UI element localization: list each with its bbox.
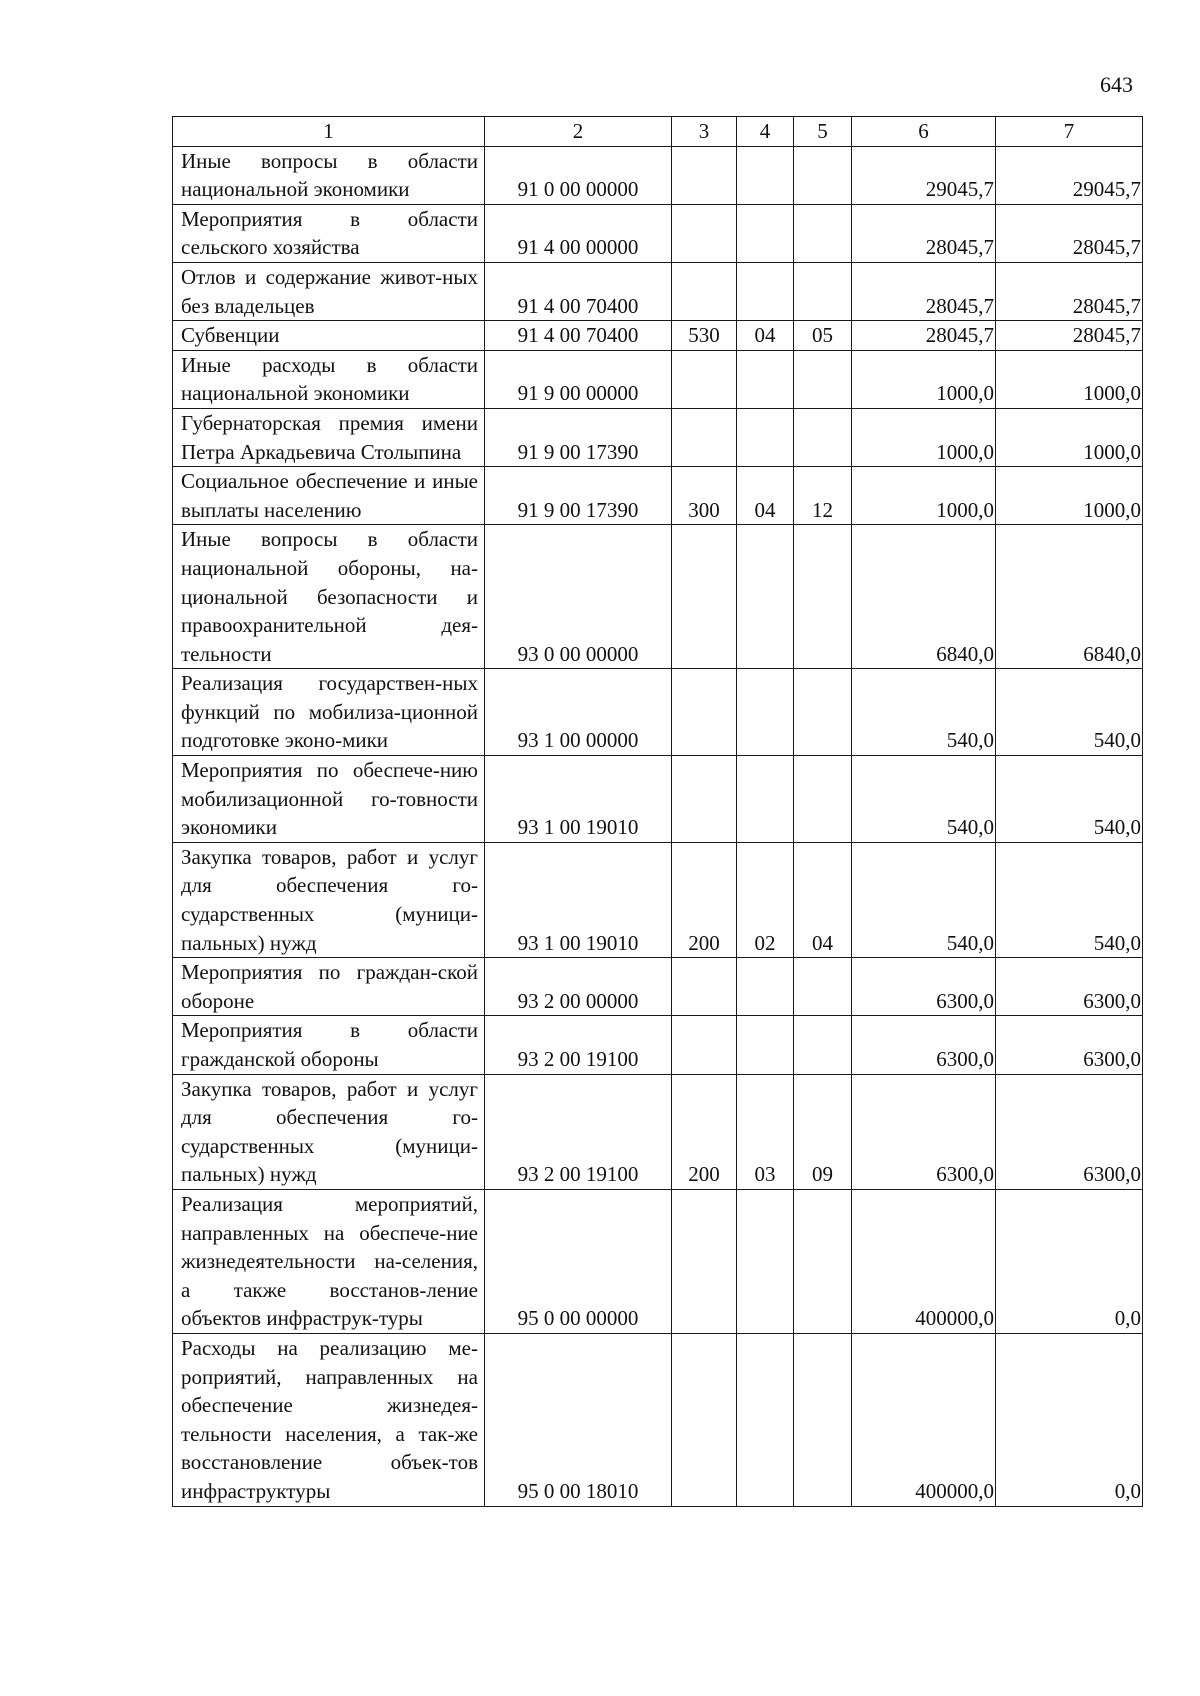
amount-col7-cell: 28045,7 xyxy=(996,262,1143,320)
target-code-cell: 91 9 00 17390 xyxy=(485,408,672,466)
target-code-cell: 93 2 00 19100 xyxy=(485,1074,672,1189)
amount-col7-cell: 6300,0 xyxy=(996,1074,1143,1189)
item-name-cell: Отлов и содержание живот-ных без владельцев xyxy=(173,262,485,320)
table-row xyxy=(173,1189,1143,1333)
expense-type-cell xyxy=(672,525,737,669)
item-name-cell: Мероприятия по обеспече-нию мобилизационной го-товности экономики xyxy=(173,756,485,843)
expense-type-cell xyxy=(672,756,737,843)
amount-col6-cell: 6300,0 xyxy=(852,1074,996,1189)
amount-col6-cell: 1000,0 xyxy=(852,467,996,525)
item-name-cell: Реализация государствен-ных функций по мобилиза-ционной подготовке эконо-мики xyxy=(173,669,485,756)
subsection-cell: 09 xyxy=(794,1074,852,1189)
target-code-cell: 91 9 00 00000 xyxy=(485,350,672,408)
subsection-cell xyxy=(794,204,852,262)
subsection-cell xyxy=(794,146,852,204)
amount-col6-cell: 29045,7 xyxy=(852,146,996,204)
expense-type-cell xyxy=(672,350,737,408)
section-cell xyxy=(737,756,794,843)
amount-col6-cell: 28045,7 xyxy=(852,204,996,262)
header-cell: 1 xyxy=(173,117,485,147)
expense-type-cell: 200 xyxy=(672,842,737,957)
header-cell: 6 xyxy=(852,117,996,147)
amount-col6-cell: 6300,0 xyxy=(852,958,996,1016)
item-name-cell: Закупка товаров, работ и услуг для обеспечения го-сударственных (муници-пальных) нужд xyxy=(173,1074,485,1189)
amount-col6-cell: 540,0 xyxy=(852,756,996,843)
target-code-cell: 91 0 00 00000 xyxy=(485,146,672,204)
item-name-cell: Мероприятия по граждан-ской обороне xyxy=(173,958,485,1016)
item-name-cell: Реализация мероприятий, направленных на обеспече-ние жизнедеятельности на-селения, а также восстанов-ление объектов инфраструк-туры xyxy=(173,1189,485,1333)
expense-type-cell xyxy=(672,262,737,320)
item-name-cell: Иные вопросы в области национальной экономики xyxy=(173,146,485,204)
item-name-cell: Закупка товаров, работ и услуг для обеспечения го-сударственных (муници-пальных) нужд xyxy=(173,842,485,957)
target-code-cell: 93 1 00 19010 xyxy=(485,842,672,957)
section-cell xyxy=(737,669,794,756)
table-row xyxy=(173,525,1143,669)
table-row xyxy=(173,1074,1143,1189)
section-cell xyxy=(737,1016,794,1074)
item-name-cell: Субвенции xyxy=(173,321,485,351)
subsection-cell xyxy=(794,756,852,843)
subsection-cell: 05 xyxy=(794,321,852,351)
expense-type-cell xyxy=(672,1016,737,1074)
subsection-cell xyxy=(794,350,852,408)
section-cell: 02 xyxy=(737,842,794,957)
amount-col6-cell: 400000,0 xyxy=(852,1333,996,1506)
item-name-cell: Расходы на реализацию ме-роприятий, направленных на обеспечение жизнедея-тельности населения, а так-же восстановление объек-тов инфраструктуры xyxy=(173,1333,485,1506)
amount-col7-cell: 1000,0 xyxy=(996,467,1143,525)
target-code-cell: 91 9 00 17390 xyxy=(485,467,672,525)
target-code-cell: 91 4 00 00000 xyxy=(485,204,672,262)
amount-col7-cell: 6300,0 xyxy=(996,958,1143,1016)
section-cell xyxy=(737,204,794,262)
amount-col7-cell: 0,0 xyxy=(996,1189,1143,1333)
target-code-cell: 93 1 00 19010 xyxy=(485,756,672,843)
section-cell xyxy=(737,146,794,204)
amount-col7-cell: 540,0 xyxy=(996,842,1143,957)
target-code-cell: 95 0 00 18010 xyxy=(485,1333,672,1506)
table-body xyxy=(173,146,1143,1506)
amount-col7-cell: 1000,0 xyxy=(996,350,1143,408)
expense-type-cell xyxy=(672,204,737,262)
subsection-cell xyxy=(794,525,852,669)
expense-type-cell: 300 xyxy=(672,467,737,525)
target-code-cell: 93 0 00 00000 xyxy=(485,525,672,669)
amount-col7-cell: 6840,0 xyxy=(996,525,1143,669)
table-row xyxy=(173,1333,1143,1506)
subsection-cell xyxy=(794,1189,852,1333)
table-row xyxy=(173,408,1143,466)
amount-col6-cell: 1000,0 xyxy=(852,350,996,408)
subsection-cell xyxy=(794,958,852,1016)
item-name-cell: Иные расходы в области национальной экономики xyxy=(173,350,485,408)
amount-col6-cell: 6840,0 xyxy=(852,525,996,669)
amount-col7-cell: 540,0 xyxy=(996,669,1143,756)
target-code-cell: 95 0 00 00000 xyxy=(485,1189,672,1333)
amount-col6-cell: 28045,7 xyxy=(852,321,996,351)
header-cell: 3 xyxy=(672,117,737,147)
item-name-cell: Мероприятия в области сельского хозяйства xyxy=(173,204,485,262)
item-name-cell: Социальное обеспечение и иные выплаты населению xyxy=(173,467,485,525)
table-row xyxy=(173,669,1143,756)
table-row xyxy=(173,467,1143,525)
table-row xyxy=(173,146,1143,204)
section-cell xyxy=(737,958,794,1016)
target-code-cell: 93 2 00 00000 xyxy=(485,958,672,1016)
amount-col6-cell: 400000,0 xyxy=(852,1189,996,1333)
section-cell xyxy=(737,408,794,466)
section-cell: 04 xyxy=(737,321,794,351)
expense-type-cell: 530 xyxy=(672,321,737,351)
amount-col7-cell: 29045,7 xyxy=(996,146,1143,204)
item-name-cell: Губернаторская премия имени Петра Аркадьевича Столыпина xyxy=(173,408,485,466)
subsection-cell xyxy=(794,1333,852,1506)
header-row xyxy=(173,117,1143,147)
amount-col7-cell: 28045,7 xyxy=(996,321,1143,351)
section-cell xyxy=(737,525,794,669)
expense-type-cell xyxy=(672,669,737,756)
expense-type-cell xyxy=(672,408,737,466)
target-code-cell: 91 4 00 70400 xyxy=(485,321,672,351)
amount-col7-cell: 540,0 xyxy=(996,756,1143,843)
expense-type-cell xyxy=(672,958,737,1016)
page-number: 643 xyxy=(1100,72,1133,97)
expense-type-cell: 200 xyxy=(672,1074,737,1189)
table-row xyxy=(173,350,1143,408)
subsection-cell xyxy=(794,669,852,756)
target-code-cell: 91 4 00 70400 xyxy=(485,262,672,320)
table-row xyxy=(173,321,1143,351)
expense-type-cell xyxy=(672,146,737,204)
target-code-cell: 93 2 00 19100 xyxy=(485,1016,672,1074)
amount-col7-cell: 28045,7 xyxy=(996,204,1143,262)
section-cell xyxy=(737,350,794,408)
table-row xyxy=(173,204,1143,262)
item-name-cell: Иные вопросы в области национальной обороны, на-циональной безопасности и правоохранительной дея-тельности xyxy=(173,525,485,669)
header-cell: 7 xyxy=(996,117,1143,147)
subsection-cell xyxy=(794,1016,852,1074)
expense-type-cell xyxy=(672,1189,737,1333)
item-name-cell: Мероприятия в области гражданской обороны xyxy=(173,1016,485,1074)
subsection-cell xyxy=(794,262,852,320)
amount-col7-cell: 6300,0 xyxy=(996,1016,1143,1074)
section-cell xyxy=(737,1189,794,1333)
amount-col6-cell: 28045,7 xyxy=(852,262,996,320)
subsection-cell xyxy=(794,408,852,466)
header-cell: 4 xyxy=(737,117,794,147)
table-row xyxy=(173,1016,1143,1074)
header-cell: 2 xyxy=(485,117,672,147)
expense-type-cell xyxy=(672,1333,737,1506)
section-cell xyxy=(737,1333,794,1506)
table-row xyxy=(173,958,1143,1016)
section-cell xyxy=(737,262,794,320)
subsection-cell: 04 xyxy=(794,842,852,957)
section-cell: 03 xyxy=(737,1074,794,1189)
table-row xyxy=(173,756,1143,843)
amount-col6-cell: 6300,0 xyxy=(852,1016,996,1074)
subsection-cell: 12 xyxy=(794,467,852,525)
table-row xyxy=(173,262,1143,320)
amount-col6-cell: 1000,0 xyxy=(852,408,996,466)
amount-col6-cell: 540,0 xyxy=(852,842,996,957)
amount-col6-cell: 540,0 xyxy=(852,669,996,756)
header-cell: 5 xyxy=(794,117,852,147)
amount-col7-cell: 0,0 xyxy=(996,1333,1143,1506)
target-code-cell: 93 1 00 00000 xyxy=(485,669,672,756)
amount-col7-cell: 1000,0 xyxy=(996,408,1143,466)
table-row xyxy=(173,842,1143,957)
section-cell: 04 xyxy=(737,467,794,525)
budget-table xyxy=(172,116,1143,1507)
